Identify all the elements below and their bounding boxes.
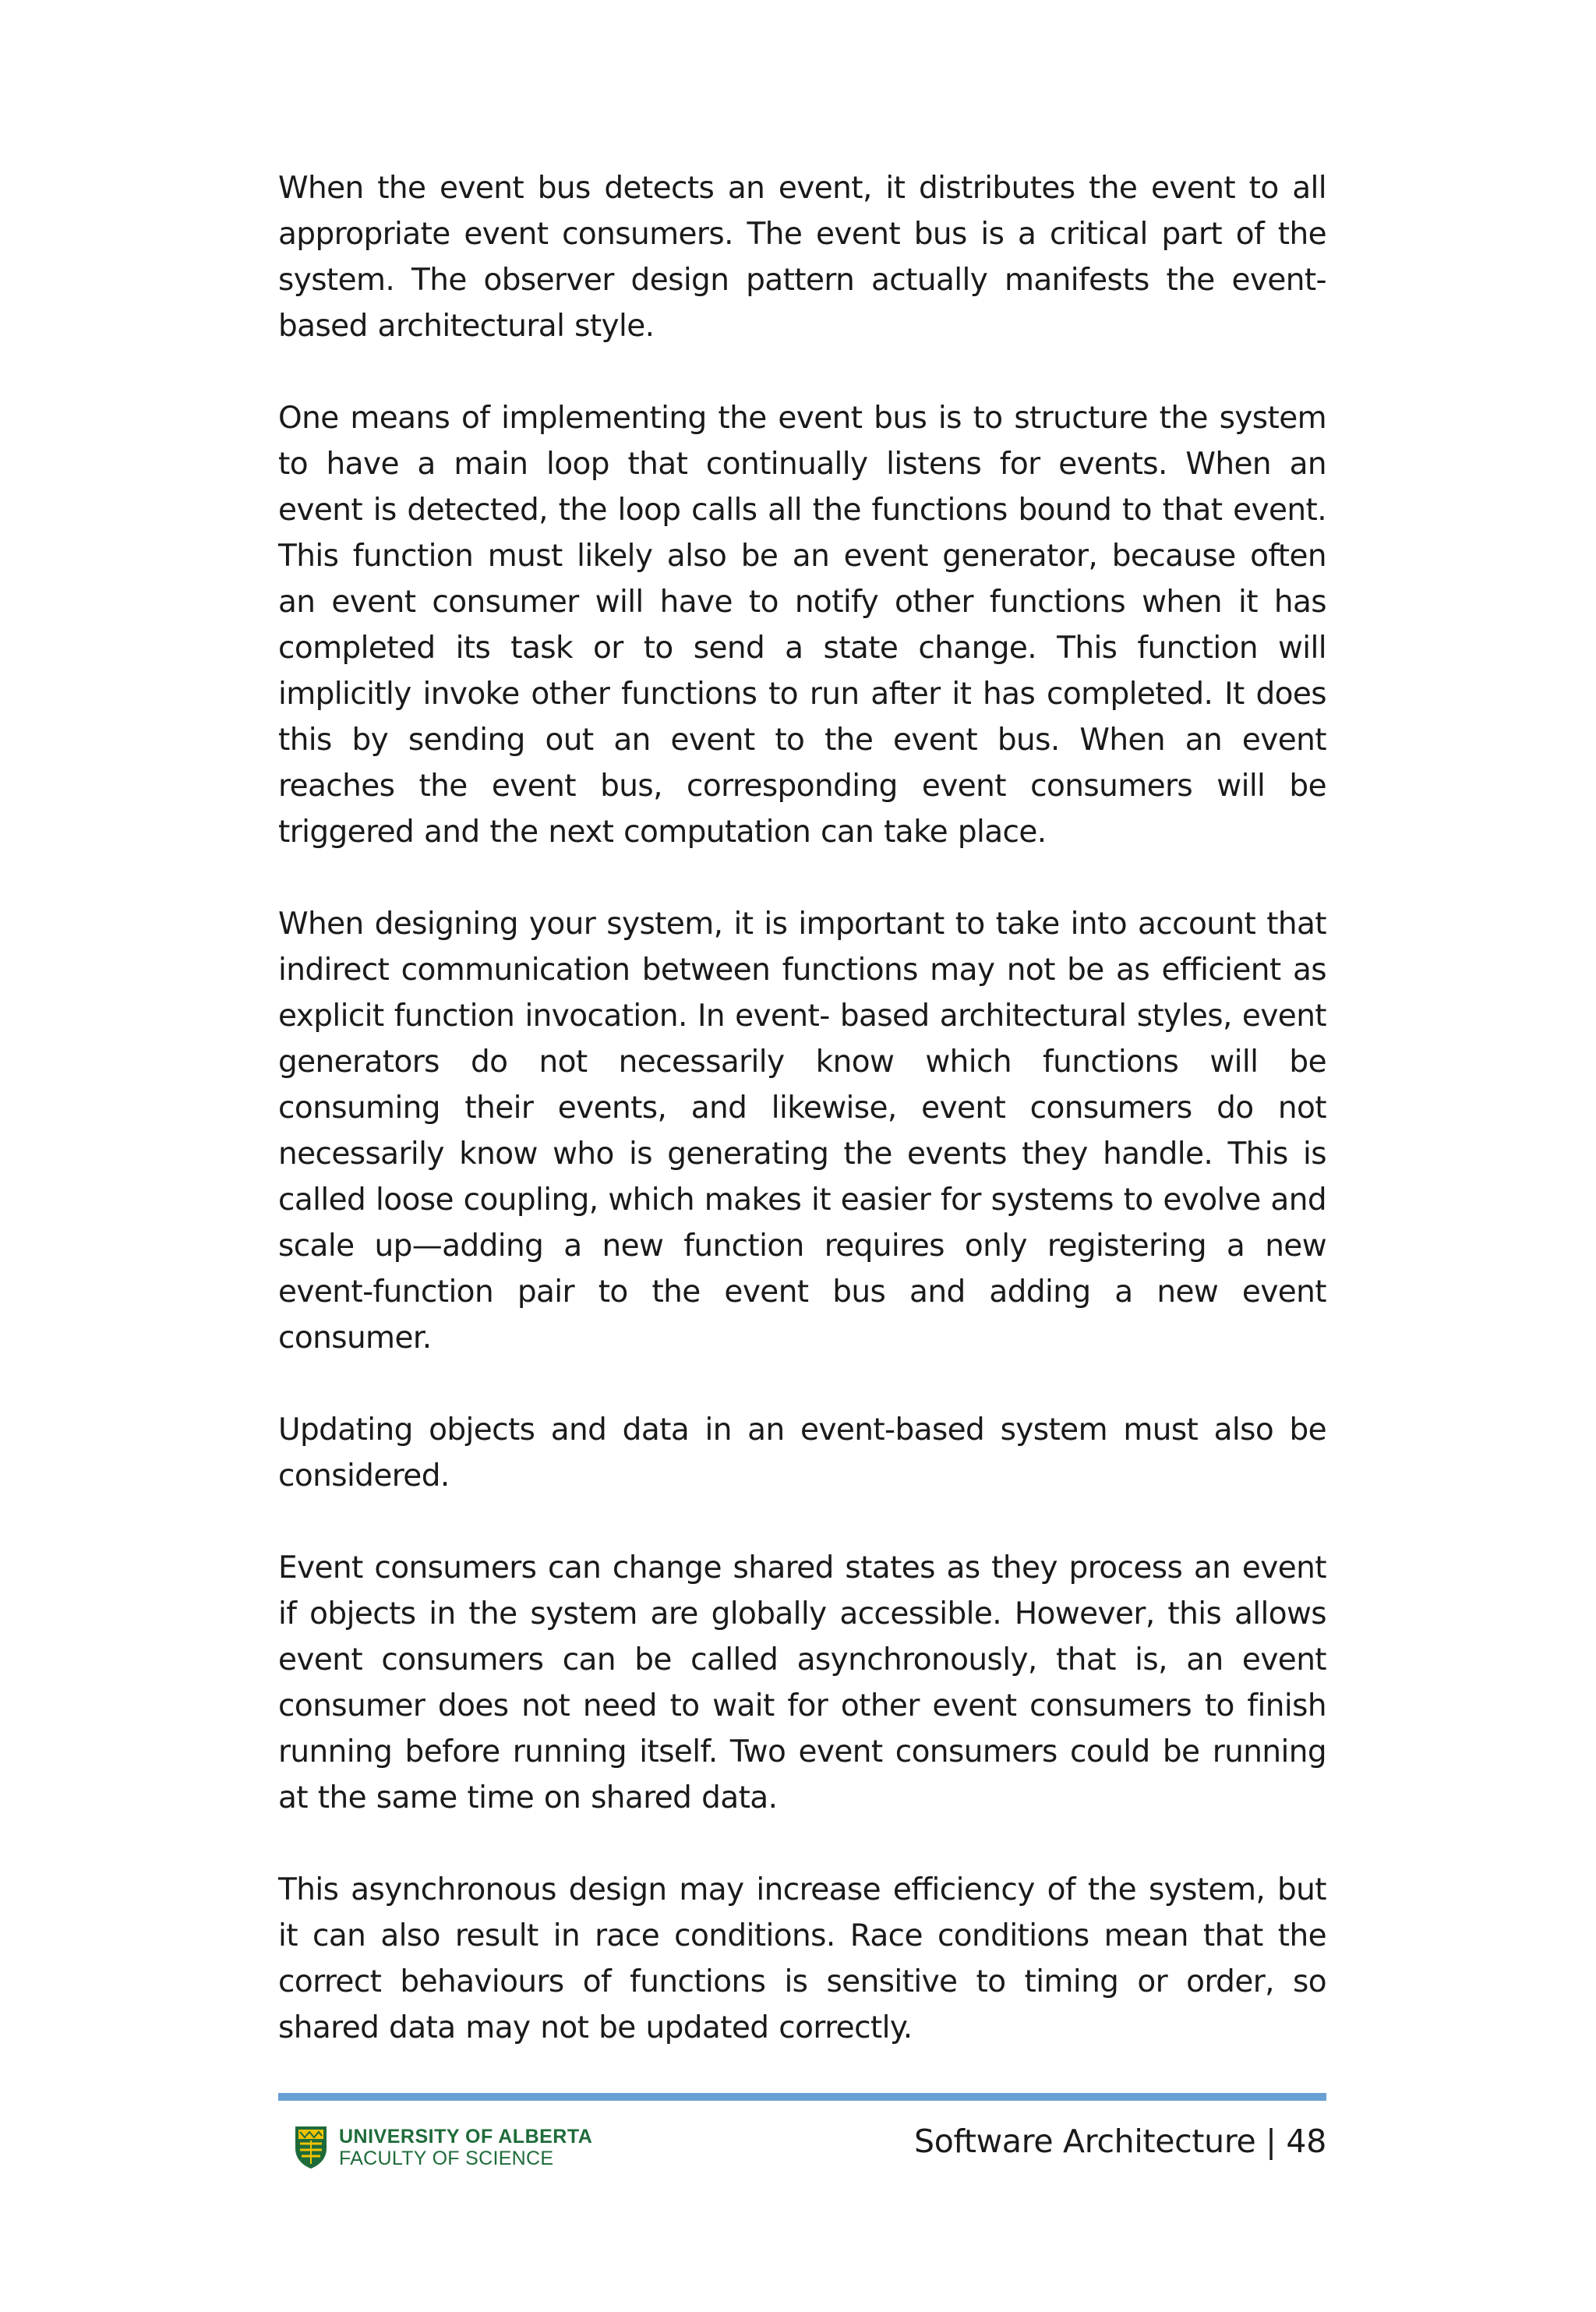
paragraph-updating-objects: Updating objects and data in an event-based system must also be considered. [278, 1412, 1326, 1494]
running-head: Software Architecture | 48 [913, 2123, 1326, 2160]
university-logo [294, 2125, 592, 2170]
logo-university-name: UNIVERSITY OF ALBERTA [339, 2126, 593, 2148]
page-footer [278, 2112, 1326, 2175]
logo-faculty-name: FACULTY OF SCIENCE [339, 2148, 554, 2169]
page-body [278, 165, 1326, 2097]
paragraph-main-loop: One means of implementing the event bus is to structure the system to have a main loop that continually listens for events. When an event is detected, the loop calls all the functions bound to that event. This function must likely also be an event generator, because often an event consumer will have to notify other functions when it has completed its task or to send a state change. This function will implicitly invoke other functions to run after it has completed. It does this by sending out an event to the event bus. When an event reaches the event bus, corresponding event consumers will be triggered and the next computation can take place. [278, 401, 1326, 850]
paragraph-race-conditions: This asynchronous design may increase efficiency of the system, but it can also result in race conditions. Race conditions mean that the correct behaviours of functions is sensitive to timing or order, so shared data may not be updated correctly. [278, 1872, 1326, 2045]
paragraph-event-bus: When the event bus detects an event, it distributes the event to all appropriate event consumers. The event bus is a critical part of the system. The observer design pattern actually manifests the event-based architectural style. [278, 171, 1326, 344]
university-crest-icon [294, 2125, 328, 2170]
footer-rule [278, 2093, 1326, 2101]
paragraph-loose-coupling: When designing your system, it is important to take into account that indirect communication between functions may not be as efficient as explicit function invocation. In event- based architectural styles, event generators do not necessarily know which functions will be consuming their events, and likewise, event consumers do not necessarily know who is generating the events they handle. This is called loose coupling, which makes it easier for systems to evolve and scale up—adding a new function requires only registering a new event-function pair to the event bus and adding a new event consumer. [278, 907, 1326, 1356]
paragraph-shared-states: Event consumers can change shared states as they process an event if objects in the system are globally accessible. However, this allows event consumers can be called asynchronously, that is, an event consumer does not need to wait for other event consumers to finish running before running itself. Two event consumers could be running at the same time on shared data. [278, 1550, 1326, 1815]
